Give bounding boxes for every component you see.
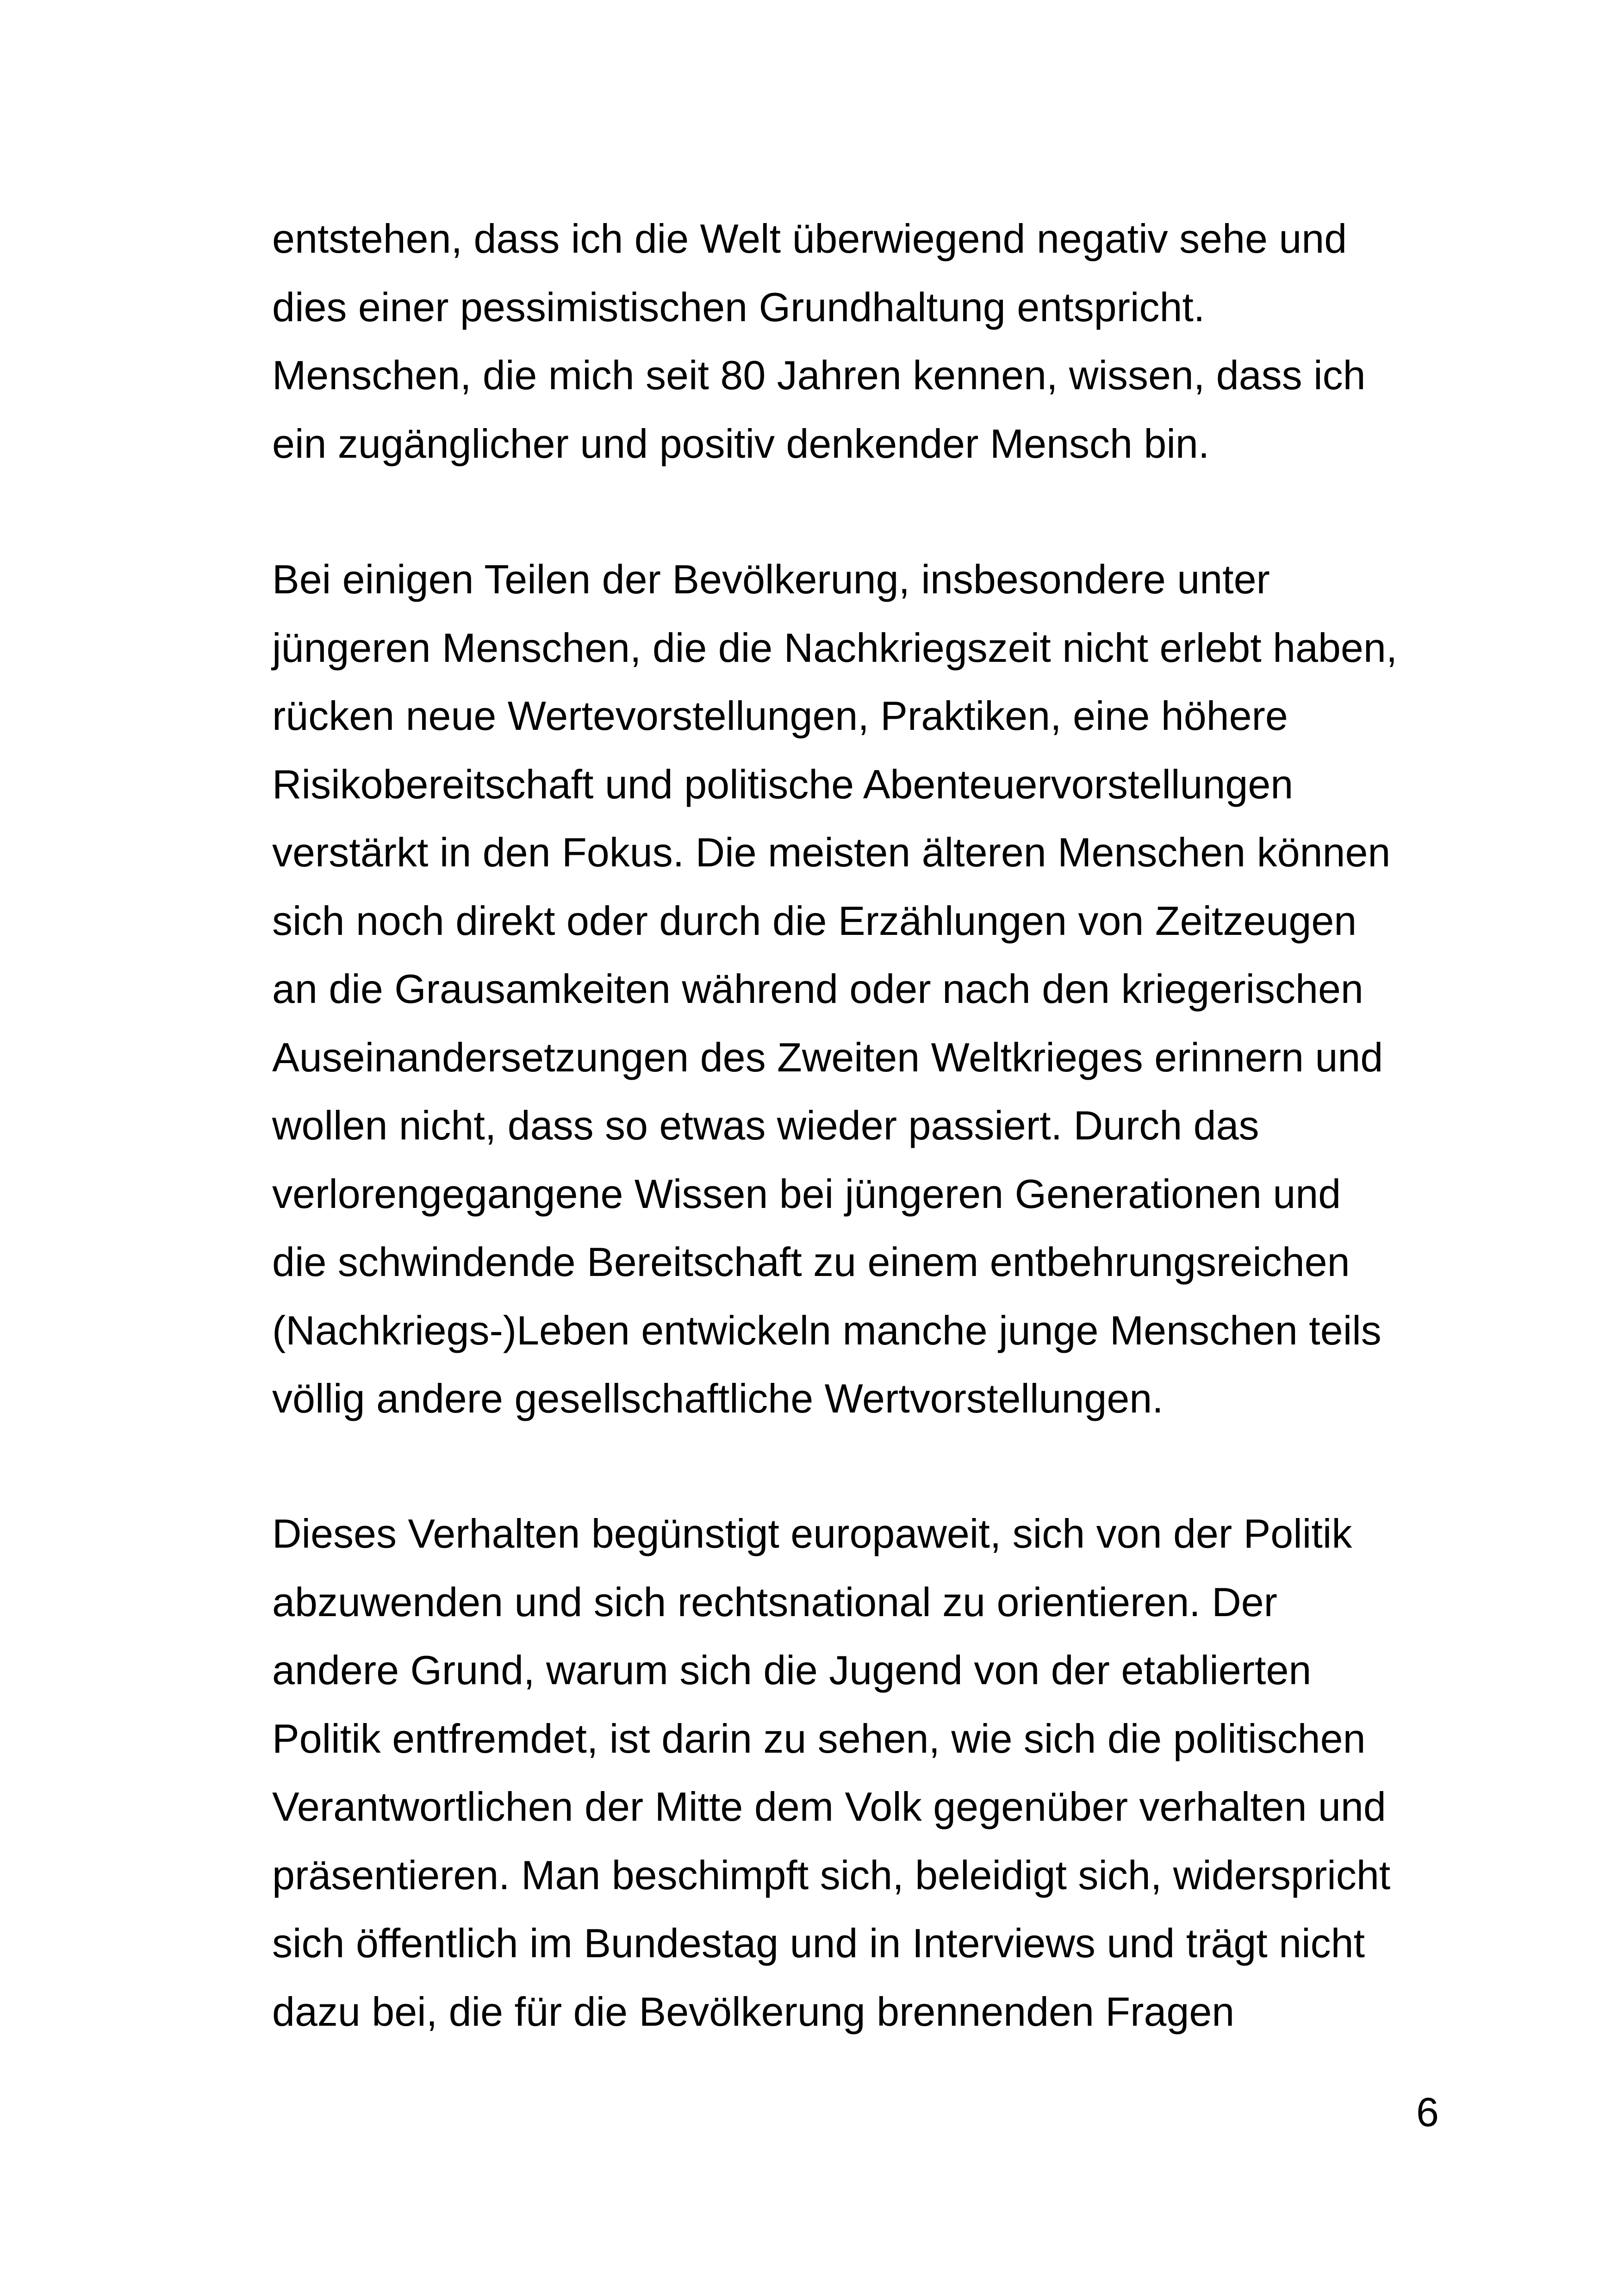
paragraph-3 bbox=[272, 1500, 1390, 2046]
text-line: wollen nicht, dass so etwas wieder passiert. Durch das bbox=[272, 1102, 1259, 1148]
text-line: dies einer pessimistischen Grundhaltung entspricht. bbox=[272, 284, 1205, 330]
text-line: völlig andere gesellschaftliche Wertvorstellungen. bbox=[272, 1375, 1164, 1421]
paragraph-1 bbox=[272, 205, 1366, 478]
text-line: Verantwortlichen der Mitte dem Volk gegenüber verhalten und bbox=[272, 1784, 1386, 1829]
text-line: verstärkt in den Fokus. Die meisten älteren Menschen können bbox=[272, 829, 1391, 875]
page-number: 6 bbox=[1416, 2089, 1439, 2135]
text-line: Risikobereitschaft und politische Abenteuervorstellungen bbox=[272, 761, 1294, 807]
text-line: Dieses Verhalten begünstigt europaweit, sich von der Politik bbox=[272, 1511, 1352, 1556]
text-line: Menschen, die mich seit 80 Jahren kennen, wissen, dass ich bbox=[272, 352, 1366, 398]
paragraph-2 bbox=[272, 545, 1397, 1433]
text-line: verlorengegangene Wissen bei jüngeren Generationen und bbox=[272, 1170, 1341, 1217]
text-line: jüngeren Menschen, die die Nachkriegszeit nicht erlebt haben, bbox=[272, 624, 1398, 671]
text-line: Bei einigen Teilen der Bevölkerung, insbesondere unter bbox=[272, 556, 1270, 602]
text-line: präsentieren. Man beschimpft sich, beleidigt sich, widerspricht bbox=[272, 1852, 1391, 1898]
text-line: Auseinandersetzungen des Zweiten Weltkrieges erinnern und bbox=[272, 1034, 1383, 1080]
text-line: abzuwenden und sich rechtsnational zu orientieren. Der bbox=[272, 1579, 1277, 1625]
text-line: die schwindende Bereitschaft zu einem entbehrungsreichen bbox=[272, 1239, 1350, 1285]
text-line: rücken neue Wertevorstellungen, Praktiken, eine höhere bbox=[272, 693, 1288, 739]
text-line: sich öffentlich im Bundestag und in Interviews und trägt nicht bbox=[272, 1920, 1365, 1966]
text-line: dazu bei, die für die Bevölkerung brennenden Fragen bbox=[272, 1988, 1235, 2035]
text-line: Politik entfremdet, ist darin zu sehen, wie sich die politischen bbox=[272, 1715, 1366, 1761]
text-line: an die Grausamkeiten während oder nach den kriegerischen bbox=[272, 966, 1363, 1012]
text-line: sich noch direkt oder durch die Erzählungen von Zeitzeugen bbox=[272, 897, 1357, 944]
text-line: ein zugänglicher und positiv denkender Mensch bin. bbox=[272, 420, 1210, 467]
text-line: (Nachkriegs-)Leben entwickeln manche junge Menschen teils bbox=[272, 1307, 1382, 1353]
text-line: andere Grund, warum sich die Jugend von der etablierten bbox=[272, 1647, 1312, 1693]
text-line: entstehen, dass ich die Welt überwiegend negativ sehe und bbox=[272, 216, 1347, 261]
